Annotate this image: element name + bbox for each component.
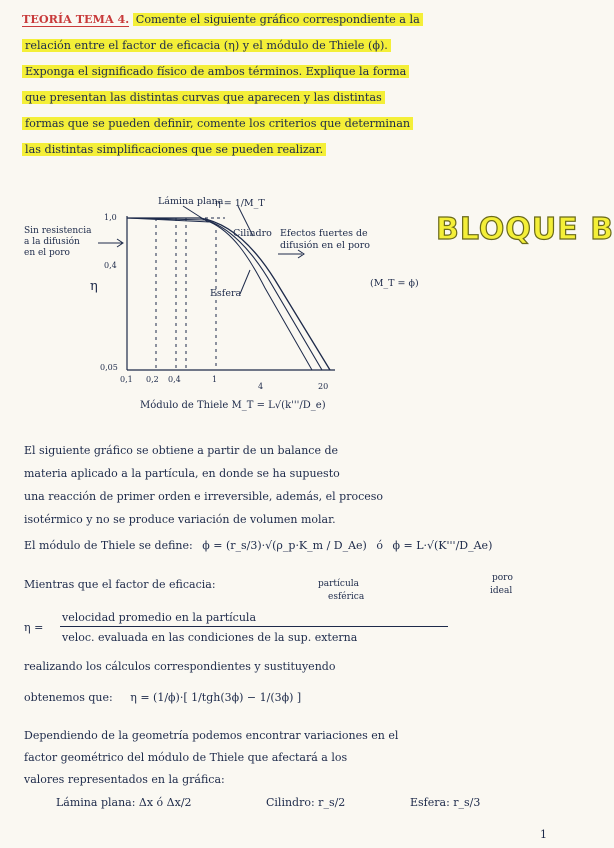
body-p2-line-3: valores representados en la gráfica: (24, 773, 225, 786)
y-tick-3: 0,05 (100, 363, 118, 372)
y-axis-label: η (90, 279, 98, 294)
label-cilindro: Cilindro (233, 228, 272, 239)
geometry-cilindro: Cilindro: r_s/2 (266, 796, 346, 809)
eta-formula: η = (1/ϕ)·[ 1/tgh(3ϕ) − 1/(3ϕ) ] (130, 691, 302, 704)
formula-ideal-pore: ϕ = L·√(K'''/D_Ae) (392, 539, 493, 552)
note-particula-2: esférica (328, 592, 365, 602)
x-tick-6: 20 (318, 382, 329, 391)
label-lamina-plana: Lámina plana (158, 196, 224, 207)
body-p1-line-3: una reacción de primer orden e irreversible, además, el proceso (24, 490, 384, 503)
note-particula-1: partícula (318, 579, 360, 589)
eta-prefix: η = (24, 621, 44, 634)
question-text-1: Comente el siguiente gráfico correspondiente a la (133, 13, 423, 26)
body-p2-line-2: factor geométrico del módulo de Thiele que afectará a los (24, 751, 348, 764)
body-p1-line-2: materia aplicado a la partícula, en donde se ha supuesto (24, 467, 340, 480)
side-note-mt: (M_T = ϕ) (370, 278, 419, 289)
x-tick-5: 4 (258, 382, 264, 391)
x-tick-2: 0,2 (146, 375, 159, 384)
question-line-3: Exponga el significado físico de ambos términos. Explique la forma (22, 63, 551, 81)
factor-line: Mientras que el factor de eficacia: (24, 578, 216, 591)
note-poro-1: poro (492, 573, 513, 583)
label-sin-resistencia-2: a la difusión (24, 237, 80, 247)
body-p2-line-1: Dependiendo de la geometría podemos encontrar variaciones en el (24, 729, 399, 742)
label-efectos-1: Efectos fuertes de (280, 228, 368, 239)
label-sin-resistencia-3: en el poro (24, 248, 70, 258)
note-poro-2: ideal (490, 586, 513, 596)
formula-or: ó (376, 539, 383, 552)
realizando-line: realizando los cálculos correspondientes y sustituyendo (24, 660, 336, 673)
label-sin-resistencia-1: Sin resistencia (24, 226, 92, 236)
label-eta-inverse: η = 1/M_T (215, 198, 265, 209)
x-axis-label: Módulo de Thiele M_T = L√(k'''/D_e) (140, 400, 326, 411)
x-tick-3: 0,4 (168, 375, 181, 384)
x-tick-4: 1 (212, 375, 218, 384)
x-tick-1: 0,1 (120, 375, 133, 384)
page-number: 1 (540, 828, 547, 841)
eta-numerator: velocidad promedio en la partícula (62, 611, 257, 624)
geometry-lamina: Lámina plana: Δx ó Δx/2 (56, 796, 192, 809)
thiele-graph (0, 160, 565, 420)
formula-spherical: ϕ = (r_s/3)·√(ρ_p·K_m / D_Ae) (202, 539, 367, 552)
body-p1-line-1: El siguiente gráfico se obtiene a partir de un balance de (24, 444, 338, 457)
eta-denominator: veloc. evaluada en las condiciones de la sup. externa (62, 631, 358, 644)
bloque-heading: BLOQUE B (436, 212, 614, 247)
eta-fraction-bar (60, 626, 448, 627)
label-efectos-2: difusión en el poro (280, 240, 371, 251)
question-line-6: las distintas simplificaciones que se pueden realizar. (22, 141, 551, 159)
label-esfera: Esfera (210, 288, 242, 299)
geometry-esfera: Esfera: r_s/3 (410, 796, 481, 809)
question-tag: TEORÍA TEMA 4. (22, 12, 130, 26)
thiele-definition-line: El módulo de Thiele se define: ϕ = (r_s/3)·√(ρ_p·K_m / D_Ae) ó ϕ = L·√(K'''/D_Ae) (24, 539, 493, 552)
obtenemos-line: obtenemos que: η = (1/ϕ)·[ 1/tgh(3ϕ) − 1/(3ϕ) ] (24, 691, 302, 704)
y-tick-2: 0,4 (104, 261, 117, 270)
question-line-4: que presentan las distintas curvas que aparecen y las distintas (22, 89, 551, 107)
question-line-1 (22, 10, 551, 29)
question-line-5: formas que se pueden definir, comente los criterios que determinan (22, 115, 551, 133)
question-line-2: relación entre el factor de eficacia (η) y el módulo de Thiele (ϕ). (22, 37, 551, 55)
y-tick-1: 1,0 (104, 213, 117, 222)
body-p1-line-4: isotérmico y no se produce variación de volumen molar. (24, 513, 336, 526)
